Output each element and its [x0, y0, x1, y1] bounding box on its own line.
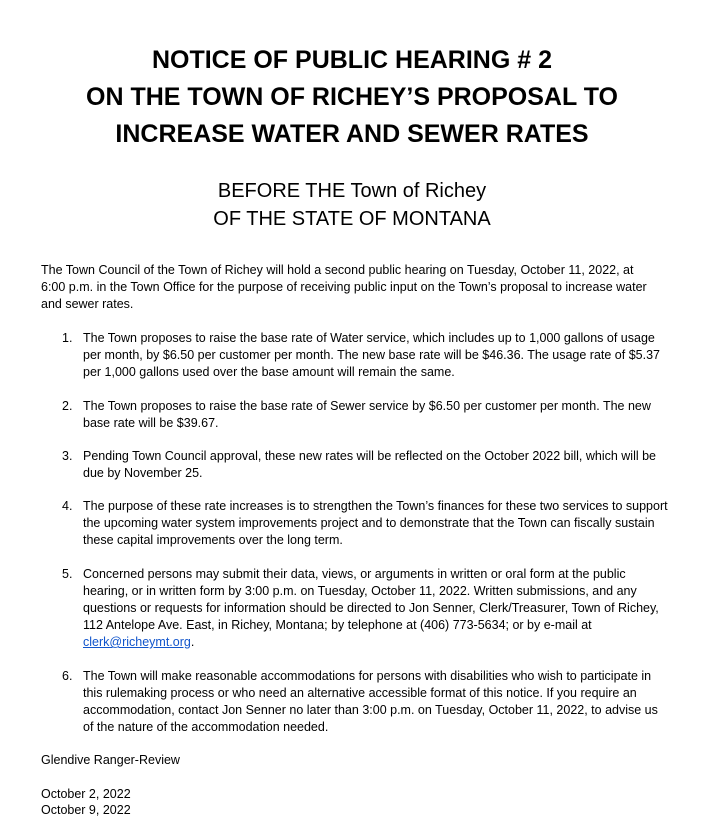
list-item-text: The Town proposes to raise the base rate of Sewer service by $6.50 per customer per month. The new base rate will be $39.67. — [83, 399, 651, 430]
contact-text-end: . — [190, 635, 195, 649]
list-item-number: 1. — [62, 331, 73, 345]
publication-date: October 2, 2022 — [41, 787, 131, 801]
contact-text: Concerned persons may submit their data, views, or arguments in written or oral form at the public hearing, or in written form by 3:00 p.m. on Tuesday, October 11, 2022. Written submissions, and any questions or requests for information should be directed to Jon Senner, Clerk/Treasurer, Town of Richey, 112 Antelope Ave. East, in Richey, Montana; by telephone at (406) 773-5634; or by e-mail at — [83, 567, 659, 632]
list-item-number: 3. — [62, 449, 73, 463]
title-line-1: NOTICE OF PUBLIC HEARING # 2 — [151, 46, 553, 74]
list-item-text: Pending Town Council approval, these new rates will be reflected on the October 2022 bill, which will be due by November 25. — [83, 449, 657, 480]
list-item-number: 6. — [62, 669, 73, 683]
list-item-text: The Town proposes to raise the base rate of Water service, which includes up to 1,000 gallons of usage per month, by $6.50 per customer per month. The new base rate will be $46.36. The usage rate of $5.37 per 1,000 gallons used over the base amount will remain the same. — [83, 331, 660, 379]
list-item-number: 2. — [62, 399, 73, 413]
list-item-text: The Town will make reasonable accommodations for persons with disabilities who wish to participate in this rulemaking process or who need an alternative accessible format of this notice. If you require an accommodation, contact Jon Senner no later than 3:00 p.m. on Tuesday, October 11, 2022, to advise us of the nature of the accommodation needed. — [83, 669, 658, 734]
subtitle-line-2: OF THE STATE OF MONTANA — [213, 208, 491, 230]
list-item-text — [83, 566, 668, 651]
intro-paragraph: The Town Council of the Town of Richey will hold a second public hearing on Tuesday, October 11, 2022, at 6:00 p.m. in the Town Office for the purpose of receiving public input on the Town’s proposal to increase water and sewer rates. — [41, 263, 647, 311]
subtitle-line-1: BEFORE THE Town of Richey — [217, 180, 487, 202]
list-item-text: The purpose of these rate increases is to strengthen the Town’s finances for these two services to support the upcoming water system improvements project and to demonstrate that the Town can fiscally sustain these capital improvements over the long term. — [83, 499, 668, 547]
title-line-2: ON THE TOWN OF RICHEY’S PROPOSAL TO — [86, 83, 618, 111]
list-item-number: 5. — [62, 567, 73, 581]
publication-date: October 9, 2022 — [41, 803, 131, 817]
list-item-number: 4. — [62, 499, 73, 513]
email-link[interactable]: clerk@richeymt.org — [83, 635, 191, 649]
title-line-3: INCREASE WATER AND SEWER RATES — [115, 120, 589, 148]
publication-name: Glendive Ranger-Review — [41, 753, 180, 767]
